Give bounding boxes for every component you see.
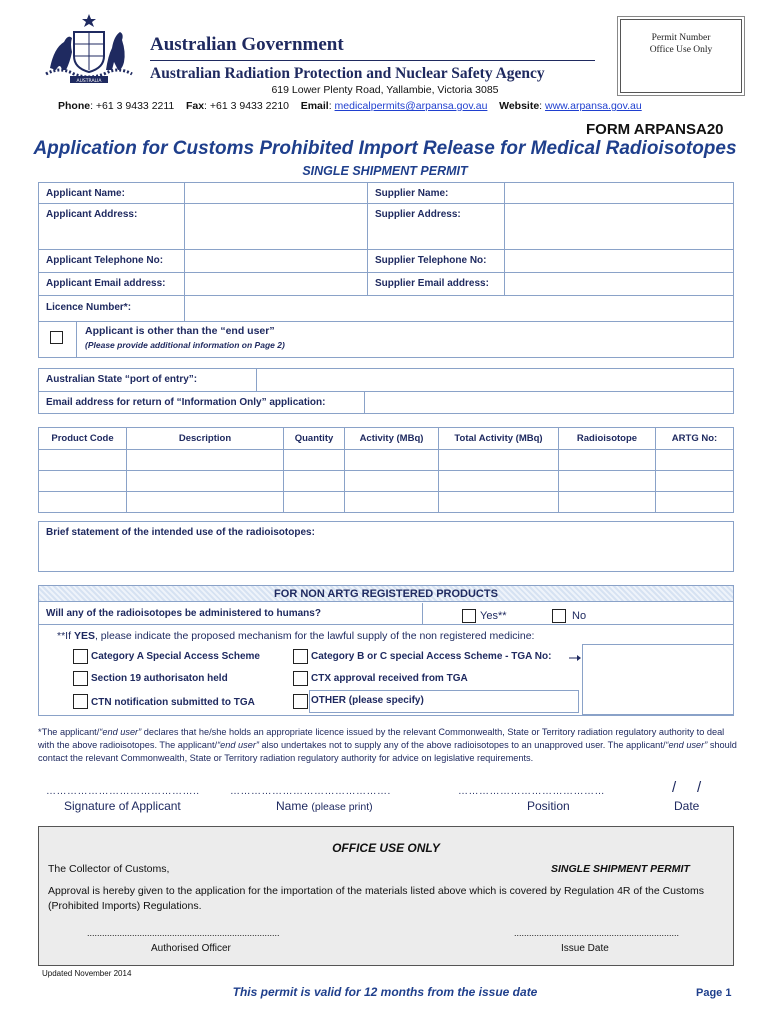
applicant-telephone-field[interactable] (185, 250, 367, 272)
section19-label: Section 19 authorisaton held (91, 673, 228, 684)
office-use-section (38, 826, 734, 966)
supplier-address-label: Supplier Address: (375, 209, 461, 220)
agency-address: 619 Lower Plenty Road, Yallambie, Victoria 3085 (271, 84, 499, 96)
name-hint: (please print) (311, 801, 373, 813)
supplier-telephone-label: Supplier Telephone No: (375, 255, 487, 266)
non-artg-heading: FOR NON ARTG REGISTERED PRODUCTS (38, 585, 734, 602)
other-than-end-user-note: (Please provide additional information on Page 2) (85, 340, 285, 350)
licence-number-label: Licence Number*: (46, 302, 132, 313)
end-user-declaration (38, 726, 738, 765)
declaration-part-2: declares that he/she holds an appropriate licence issued by the relevant Commonwealth, State or Territory radiation regulatory authority to deal with the above radioisotopes. The applicant/ (38, 727, 725, 750)
no-checkbox[interactable] (552, 609, 566, 623)
col-divider (367, 183, 368, 295)
cat-bc-label: Category B or C special Access Scheme - TGA No: (311, 651, 552, 662)
office-use-heading: OFFICE USE ONLY (332, 841, 440, 855)
ctx-checkbox[interactable] (293, 671, 308, 686)
other-specify-field[interactable] (309, 690, 579, 713)
ctn-label: CTN notification submitted to TGA (91, 697, 255, 708)
return-email-field[interactable] (365, 392, 733, 413)
page-number: Page 1 (696, 987, 732, 999)
phone-value: : +61 3 9433 2211 (90, 100, 175, 112)
intended-use-box[interactable] (38, 521, 734, 572)
tga-number-field[interactable] (582, 644, 734, 715)
end-user-term: “end user” (217, 740, 259, 750)
applicant-supplier-table (38, 182, 734, 358)
col-header-total-activity: Total Activity (MBq) (454, 433, 543, 444)
supplier-name-label: Supplier Name: (375, 188, 449, 199)
table-row[interactable] (39, 450, 733, 470)
website-link[interactable]: www.arpansa.gov.au (545, 100, 642, 112)
contact-line: Phone: +61 3 9433 2211 Fax: +61 3 9433 2210 Email: medicalpermits@arpansa.gov.au Website: www.arpansa.gov.au (58, 100, 642, 112)
position-label: Position (527, 799, 570, 813)
yes-checkbox[interactable] (462, 609, 476, 623)
header-divider (150, 60, 595, 61)
supplier-email-label: Supplier Email address: (375, 278, 489, 289)
ctx-label: CTX approval received from TGA (311, 673, 468, 684)
if-yes-instruction (57, 630, 534, 642)
no-label: No (572, 610, 587, 622)
fax-value: : +61 3 9433 2210 (204, 100, 290, 112)
other-label: OTHER (please specify) (311, 695, 424, 706)
end-user-term: “end user” (99, 727, 142, 737)
fax-label: Fax (185, 100, 205, 112)
issue-date-label: Issue Date (561, 943, 609, 954)
date-label: Date (674, 799, 700, 813)
col-header-radioisotope: Radioisotope (576, 433, 638, 444)
permit-number-box (620, 19, 742, 93)
declaration-part-4: should contact the relevant Commonwealth, State or Territory radiation regulatory authority for advice on legislative requirements. (38, 740, 737, 763)
row-divider (39, 624, 733, 625)
port-of-entry-table (38, 368, 734, 414)
page-title: Application for Customs Prohibited Import Release for Medical Radioisotopes (33, 138, 737, 159)
port-of-entry-field[interactable] (257, 370, 733, 391)
yes-label: Yes** (480, 610, 507, 622)
name-label: Name (276, 799, 309, 813)
other-checkbox[interactable] (293, 694, 308, 709)
intended-use-label: Brief statement of the intended use of the radioisotopes: (46, 527, 315, 538)
validity-note: This permit is valid for 12 months from the issue date (232, 985, 538, 999)
arrow-right-icon (569, 653, 581, 659)
col-header-artg-no: ARTG No: (671, 433, 718, 444)
declaration-part-3: also undertakes not to supply any of the above radioisotopes to an unapproved user. The applicant/ (258, 740, 666, 750)
authorised-officer-label: Authorised Officer (151, 943, 231, 954)
if-yes-bold: YES (73, 630, 95, 642)
return-email-label: Email address for return of “Information Only” application: (46, 397, 326, 408)
signature-label: Signature of Applicant (64, 799, 181, 813)
applicant-name-field[interactable] (185, 184, 367, 203)
applicant-address-field[interactable] (185, 204, 367, 249)
date-line[interactable]: / / (672, 779, 702, 796)
col-header-description: Description (178, 433, 232, 444)
non-artg-section (38, 585, 734, 716)
supplier-telephone-field[interactable] (505, 250, 733, 272)
other-than-end-user-label: Applicant is other than the “end user” (85, 325, 275, 337)
agency-title: Australian Radiation Protection and Nuclear Safety Agency (150, 65, 545, 82)
supplier-email-field[interactable] (505, 273, 733, 295)
name-label-group (276, 799, 373, 813)
email-link[interactable]: medicalpermits@arpansa.gov.au (334, 100, 488, 112)
cat-a-checkbox[interactable] (73, 649, 88, 664)
coat-of-arms-logo (40, 12, 138, 90)
row-divider (39, 321, 733, 322)
website-label: Website (499, 100, 540, 112)
table-row[interactable] (39, 471, 733, 491)
if-yes-rest: , please indicate the proposed mechanism for the lawful supply of the non registered medicine: (94, 630, 535, 642)
humans-question: Will any of the radioisotopes be administered to humans? (46, 608, 321, 619)
svg-text:AUSTRALIA: AUSTRALIA (76, 79, 102, 84)
if-yes-prefix: **If (57, 630, 74, 642)
table-row[interactable] (39, 492, 733, 512)
col-header-activity: Activity (MBq) (359, 433, 424, 444)
licence-number-field[interactable] (185, 296, 733, 321)
col-divider (422, 603, 423, 624)
port-of-entry-label: Australian State “port of entry”: (46, 374, 198, 385)
declaration-part-1: *The applicant/ (38, 727, 100, 737)
end-user-term: “end user” (665, 740, 708, 750)
cat-bc-checkbox[interactable] (293, 649, 308, 664)
col-divider (76, 321, 77, 357)
applicant-email-label: Applicant Email address: (46, 278, 166, 289)
authorised-officer-line[interactable]: ............................................................................. (87, 928, 280, 938)
office-permit-label: SINGLE SHIPMENT PERMIT (551, 863, 690, 875)
office-use-label: Office Use Only (649, 45, 713, 55)
applicant-telephone-label: Applicant Telephone No: (46, 255, 164, 266)
col-header-quantity: Quantity (294, 433, 334, 444)
form-code: FORM ARPANSA20 (586, 121, 724, 138)
position-line[interactable]: …………………………………… (458, 786, 605, 797)
col-header-product-code: Product Code (51, 433, 114, 444)
ctn-checkbox[interactable] (73, 694, 88, 709)
page-subtitle: SINGLE SHIPMENT PERMIT (302, 164, 468, 178)
other-than-end-user-checkbox[interactable] (50, 331, 63, 344)
cat-a-label: Category A Special Access Scheme (91, 651, 260, 662)
supplier-name-field[interactable] (505, 184, 733, 203)
permit-number-label: Permit Number (651, 33, 711, 43)
email-label: Email (300, 100, 329, 112)
applicant-address-label: Applicant Address: (46, 209, 138, 220)
supplier-address-field[interactable] (505, 204, 733, 249)
issue-date-line[interactable]: .................................................................. (514, 928, 680, 938)
approval-text: Approval is hereby given to the application for the importation of the materials listed above which is covered by Regulation 4R of the Customs (Prohibited Imports) Regulations. (48, 885, 705, 912)
applicant-email-field[interactable] (185, 273, 367, 295)
products-table (38, 427, 734, 513)
updated-date: Updated November 2014 (42, 969, 132, 978)
phone-label: Phone (58, 100, 91, 112)
applicant-name-label: Applicant Name: (46, 188, 125, 199)
government-title: Australian Government (150, 34, 344, 55)
section19-checkbox[interactable] (73, 671, 88, 686)
collector-label: The Collector of Customs, (48, 863, 170, 875)
name-line[interactable]: ………………………………………. (230, 786, 391, 797)
signature-line[interactable]: …………………………………….. (46, 786, 200, 797)
